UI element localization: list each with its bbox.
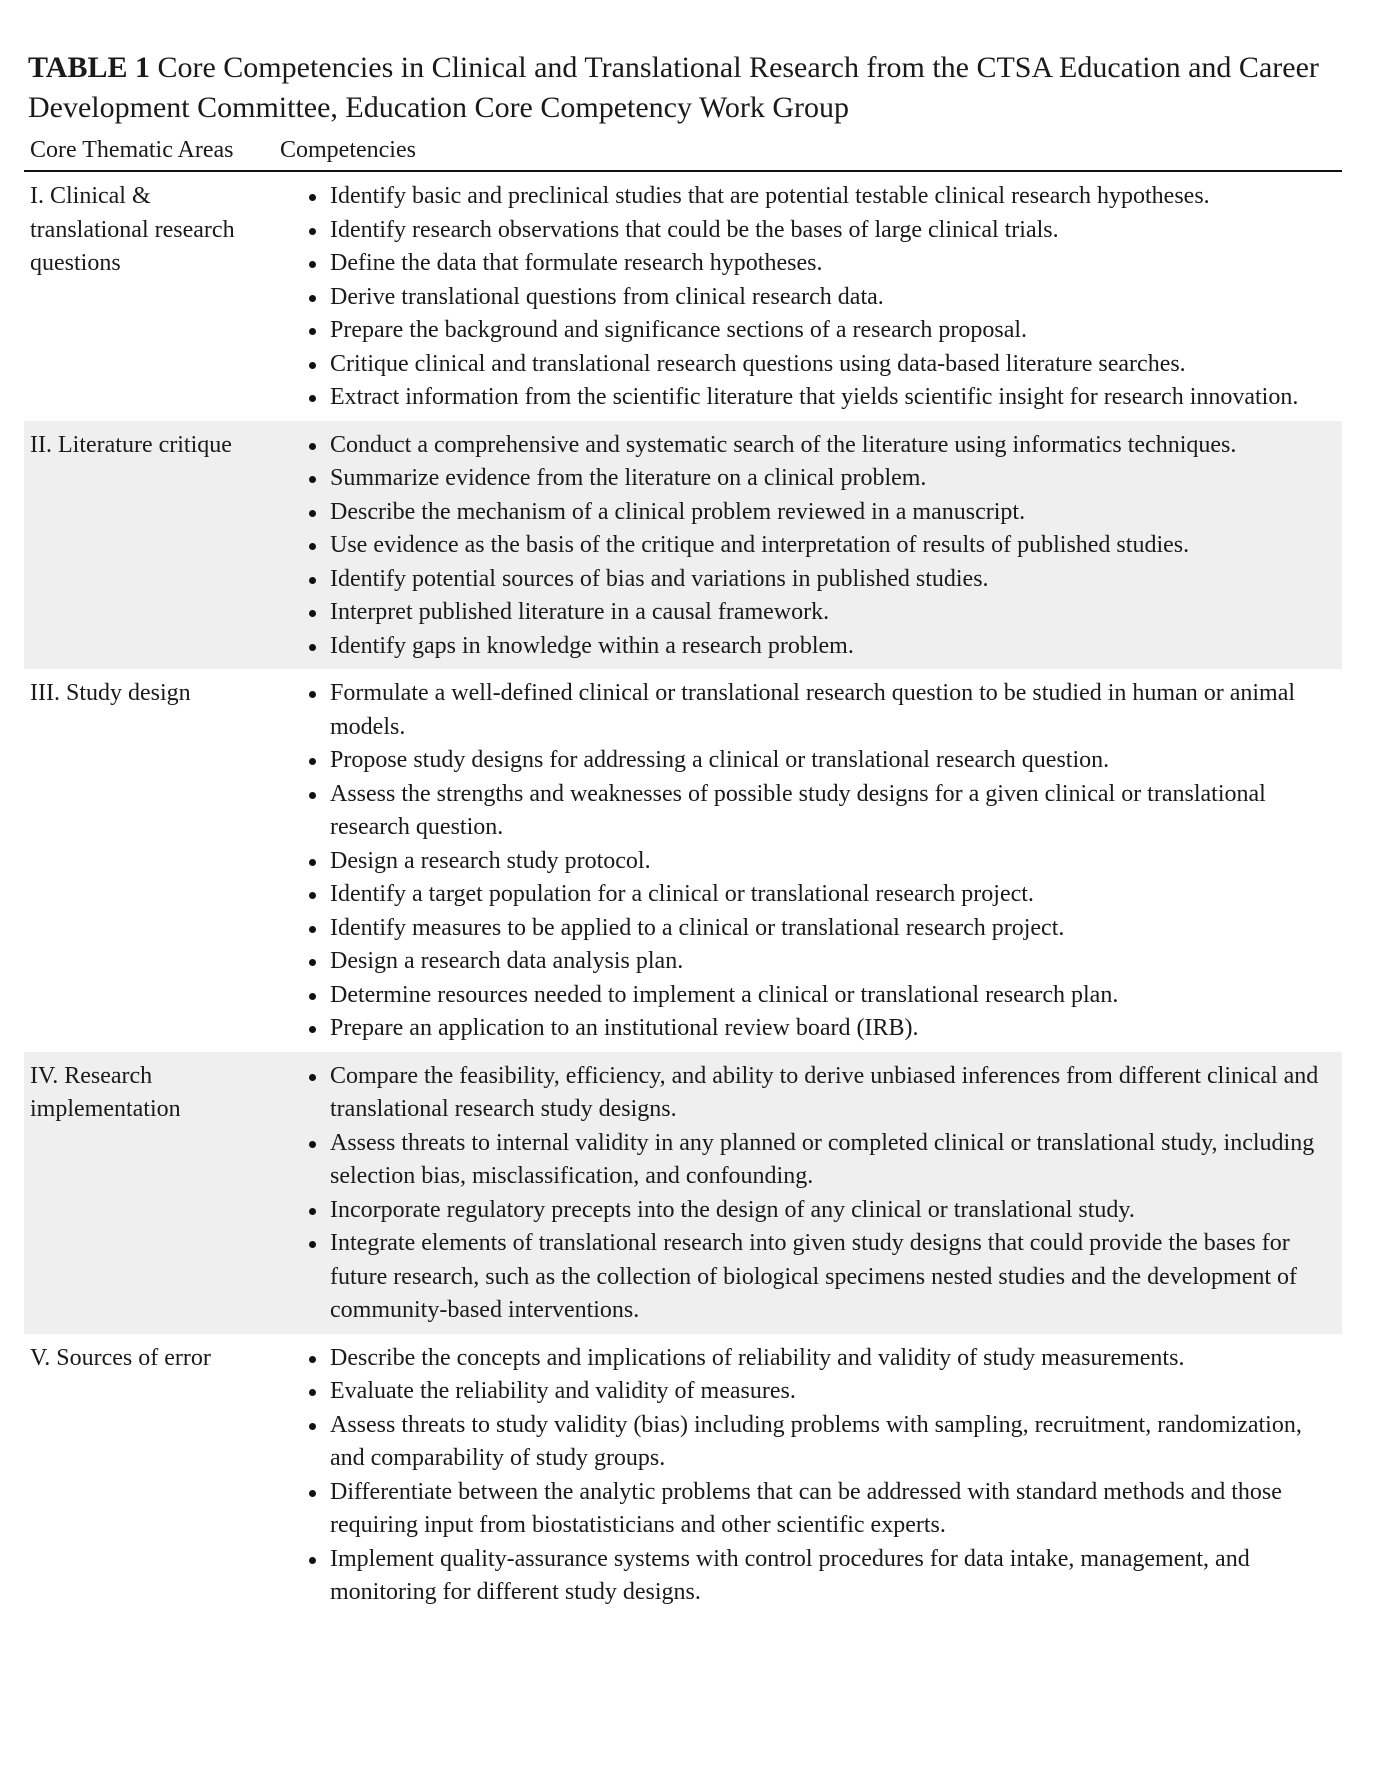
table-caption [28, 48, 1342, 128]
thematic-area-cell: II. Literature critique [24, 421, 274, 670]
competencies-cell [274, 421, 1342, 670]
list-item: Identify measures to be applied to a clinical or translational research project. [306, 912, 1338, 946]
column-header-area: Core Thematic Areas [24, 134, 274, 171]
competency-list [280, 429, 1338, 664]
table-header-row [24, 134, 1342, 171]
list-item: Evaluate the reliability and validity of measures. [306, 1375, 1338, 1409]
column-header-competencies: Competencies [274, 134, 1342, 171]
table-caption-label: TABLE 1 [28, 51, 150, 84]
list-item: Identify research observations that could be the bases of large clinical trials. [306, 214, 1338, 248]
table-row [24, 171, 1342, 421]
list-item: Integrate elements of translational research into given study designs that could provide the bases for future research, such as the collection of biological specimens nested studies and the development of community-based interventions. [306, 1227, 1338, 1328]
thematic-area-cell: IV. Research implementation [24, 1052, 274, 1334]
list-item: Interpret published literature in a causal framework. [306, 596, 1338, 630]
list-item: Determine resources needed to implement a clinical or translational research plan. [306, 979, 1338, 1013]
list-item: Use evidence as the basis of the critique and interpretation of results of published studies. [306, 529, 1338, 563]
competency-list [280, 1342, 1338, 1610]
table-row [24, 1052, 1342, 1334]
competency-list [280, 677, 1338, 1046]
table-row [24, 421, 1342, 670]
thematic-area-cell: I. Clinical & translational research questions [30, 183, 235, 276]
list-item: Define the data that formulate research hypotheses. [306, 247, 1338, 281]
table-body [24, 171, 1342, 1616]
list-item: Prepare an application to an institutional review board (IRB). [306, 1012, 1338, 1046]
list-item: Design a research study protocol. [306, 845, 1338, 879]
list-item: Identify gaps in knowledge within a research problem. [306, 630, 1338, 664]
table-row [24, 1334, 1342, 1616]
competency-table [24, 134, 1342, 1616]
list-item: Compare the feasibility, efficiency, and ability to derive unbiased inferences from different clinical and translational research study designs. [306, 1060, 1338, 1127]
list-item: Design a research data analysis plan. [306, 945, 1338, 979]
thematic-area-cell: III. Study design [30, 680, 191, 706]
competencies-cell [274, 1052, 1342, 1334]
table-caption-text: Core Competencies in Clinical and Translational Research from the CTSA Education and Career Development Committee, Education Core Competency Work Group [28, 51, 1319, 124]
list-item: Describe the concepts and implications of reliability and validity of study measurements. [306, 1342, 1338, 1376]
list-item: Summarize evidence from the literature on a clinical problem. [306, 462, 1338, 496]
list-item: Identify potential sources of bias and variations in published studies. [306, 563, 1338, 597]
competencies-cell [274, 171, 1342, 421]
thematic-area-cell: V. Sources of error [30, 1344, 211, 1371]
list-item: Propose study designs for addressing a clinical or translational research question. [306, 744, 1338, 778]
list-item: Formulate a well-defined clinical or translational research question to be studied in human or animal models. [306, 677, 1338, 744]
list-item: Assess the strengths and weaknesses of possible study designs for a given clinical or translational research question. [306, 778, 1338, 845]
list-item: Implement quality-assurance systems with control procedures for data intake, management, and monitoring for different study designs. [306, 1543, 1338, 1610]
competency-list [280, 180, 1338, 415]
list-item: Differentiate between the analytic problems that can be addressed with standard methods and those requiring input from biostatisticians and other scientific experts. [306, 1476, 1338, 1543]
list-item: Incorporate regulatory precepts into the design of any clinical or translational study. [306, 1194, 1338, 1228]
list-item: Derive translational questions from clinical research data. [306, 281, 1338, 315]
list-item: Conduct a comprehensive and systematic search of the literature using informatics techniques. [306, 429, 1338, 463]
list-item: Describe the mechanism of a clinical problem reviewed in a manuscript. [306, 496, 1338, 530]
list-item: Prepare the background and significance sections of a research proposal. [306, 314, 1338, 348]
list-item: Assess threats to study validity (bias) including problems with sampling, recruitment, randomization, and comparability of study groups. [306, 1409, 1338, 1476]
list-item: Extract information from the scientific literature that yields scientific insight for research innovation. [306, 381, 1338, 415]
list-item: Critique clinical and translational research questions using data-based literature searches. [306, 348, 1338, 382]
list-item: Assess threats to internal validity in any planned or completed clinical or translational study, including selection bias, misclassification, and confounding. [306, 1127, 1338, 1194]
list-item: Identify basic and preclinical studies that are potential testable clinical research hypotheses. [306, 180, 1338, 214]
table-row [24, 669, 1342, 1052]
competencies-cell [274, 1334, 1342, 1616]
list-item: Identify a target population for a clinical or translational research project. [306, 878, 1338, 912]
competency-list [280, 1060, 1338, 1328]
competencies-cell [274, 669, 1342, 1052]
